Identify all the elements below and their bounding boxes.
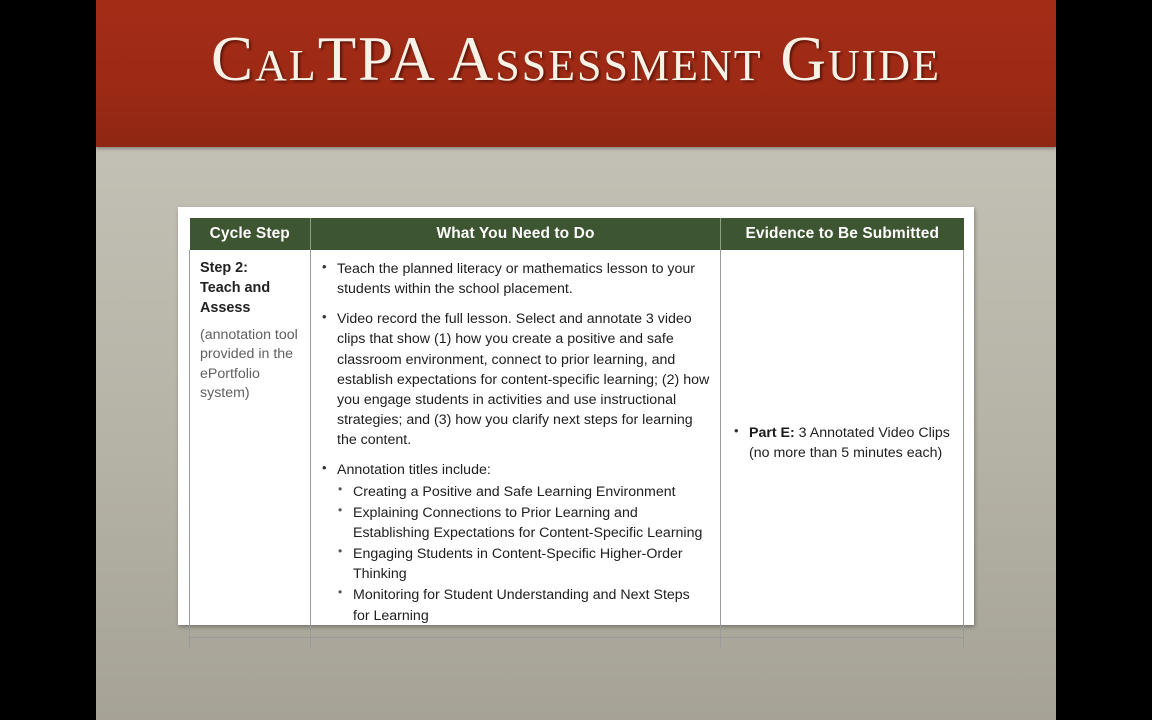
guide-table-card <box>178 207 974 625</box>
list-item: • Engaging Students in Content-Specific Higher-Order Thinking <box>337 544 710 584</box>
presentation-slide <box>96 0 1056 720</box>
list-item <box>321 460 710 625</box>
cell-evidence-next <box>721 637 964 649</box>
evidence-bullet-list <box>733 423 953 463</box>
annotation-titles-list <box>337 482 710 626</box>
cell-what-you-need-to-do-next <box>311 637 721 649</box>
table-row <box>190 250 964 637</box>
column-header-evidence-to-be-submitted: Evidence to Be Submitted <box>721 218 964 250</box>
table-row-partial <box>190 637 964 649</box>
caltpa-cycle-table <box>189 218 964 649</box>
step-title-line-2: Teach and <box>200 279 271 296</box>
page-title: CalTPA Assessment Guide <box>211 24 941 94</box>
step-title-line-1: Step 2: <box>200 260 248 276</box>
list-item: • Video record the full lesson. Select and annotate 3 video clips that show (1) how you create a positive and safe classroom environment, connect to prior learning, and establish expectations for content-specific learning; (2) how you engage students in activities and use instructional strategies; and (3) how you clarify next steps for learning the content. <box>321 309 710 450</box>
evidence-part-label: Part E: <box>749 424 795 441</box>
cell-cycle-step-next <box>190 637 311 649</box>
list-item: • Explaining Connections to Prior Learning and Establishing Expectations for Content-Specific Learning <box>337 503 710 543</box>
list-item: • Monitoring for Student Understanding and Next Steps for Learning <box>337 585 710 625</box>
step-title-line-3: Assess <box>200 299 251 316</box>
annotation-titles-lead: Annotation titles include: <box>337 462 491 479</box>
cell-evidence-to-be-submitted <box>721 250 964 637</box>
slide-title-banner <box>96 0 1056 147</box>
table-header-row <box>190 218 964 250</box>
task-bullet-list <box>321 259 710 626</box>
list-item: • Creating a Positive and Safe Learning Environment <box>337 482 710 502</box>
evidence-part-text: 3 Annotated Video Clips (no more than 5 minutes each) <box>749 424 950 461</box>
step-note: (annotation tool provided in the ePortfolio system) <box>200 326 298 402</box>
column-header-what-you-need-to-do: What You Need to Do <box>311 218 721 250</box>
column-header-cycle-step: Cycle Step <box>190 218 311 250</box>
list-item: • Teach the planned literacy or mathematics lesson to your students within the school placement. <box>321 259 710 299</box>
step-title <box>200 259 300 319</box>
list-item <box>733 423 953 463</box>
cell-cycle-step <box>190 250 311 637</box>
cell-what-you-need-to-do <box>311 250 721 637</box>
